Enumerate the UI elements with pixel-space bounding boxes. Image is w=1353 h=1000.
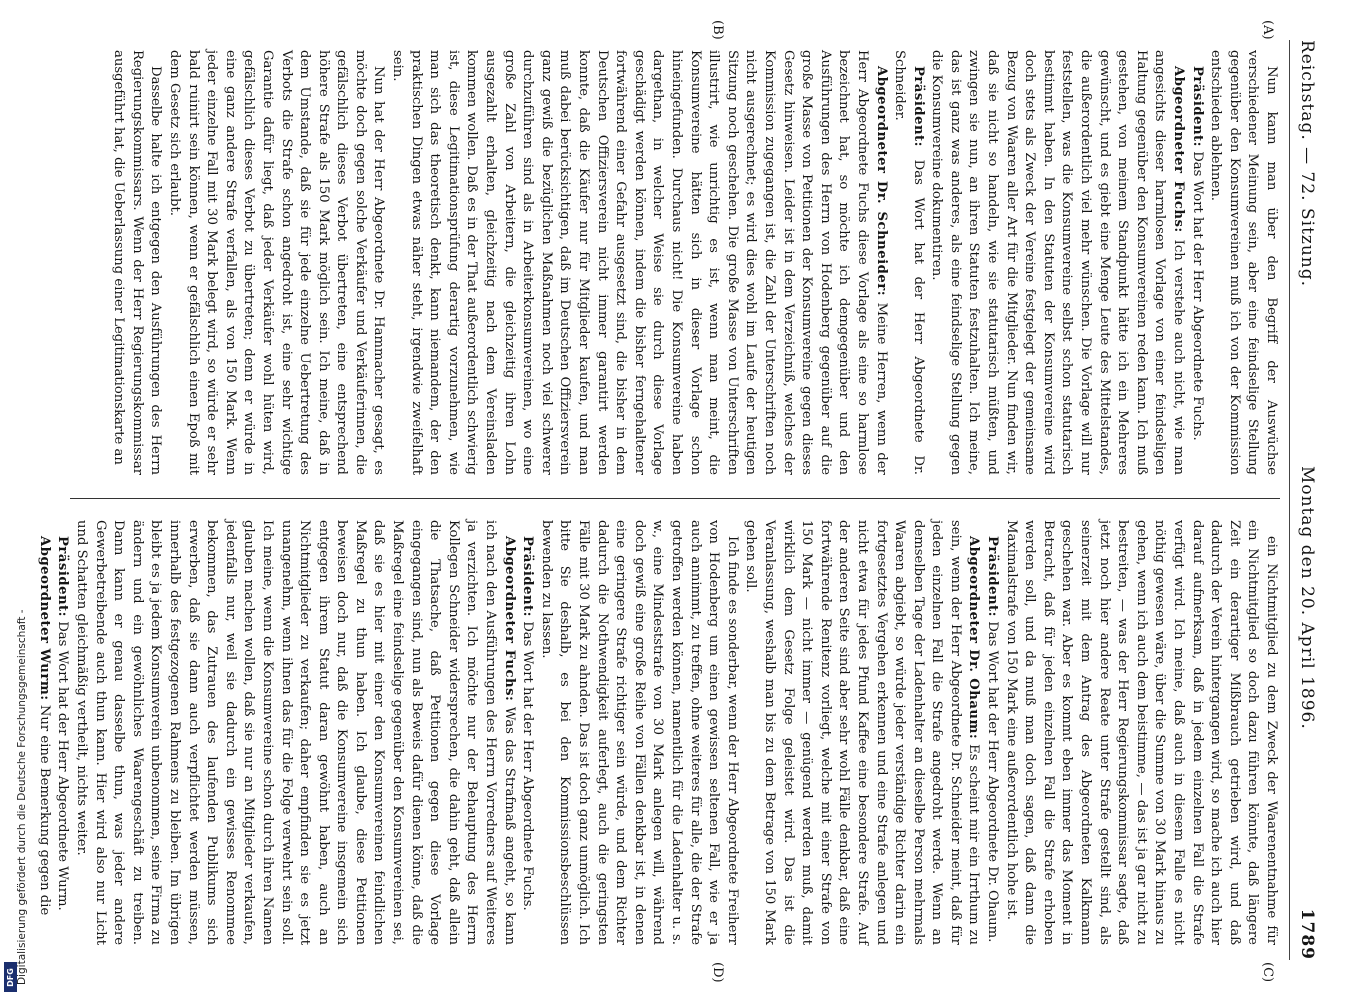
column-rule xyxy=(70,498,1280,499)
margin-mark-b: (B) xyxy=(710,20,725,40)
paragraph xyxy=(927,50,1187,475)
paragraph-text: Das Wort hat der Herr Abgeordnete Fuchs. xyxy=(1189,151,1205,441)
paragraph-text: Das Wort hat der Herr Abgeordnete Fuchs. xyxy=(520,621,536,911)
paragraph-text: Nur eine Bemerkung gegen die xyxy=(36,704,52,916)
margin-mark-c: (C) xyxy=(1260,962,1275,983)
paragraph xyxy=(71,520,517,945)
running-head xyxy=(1292,40,1322,960)
page-number: 1789 xyxy=(1297,908,1317,960)
paragraph xyxy=(983,520,1002,945)
speaker-label: Abgeordneter Fuchs: xyxy=(1171,66,1187,233)
footer-credit-text: Digitalisierung gefördert durch die Deutsche Forschungsgemeinschaft - xyxy=(16,609,28,985)
paragraph xyxy=(388,50,890,475)
paragraph xyxy=(34,520,53,945)
paragraph xyxy=(53,520,72,945)
margin-mark-d: (D) xyxy=(710,962,725,983)
paragraph-text: Dasselbe halte ich entgegen den Ausführungen des Herrn Regierungskommissars. Wenn der Herr Regierungskommissar ausgeführt hat, die Ueberlassung einer Legitimationskarte an xyxy=(111,50,164,475)
speaker-label: Präsident: xyxy=(985,536,1001,618)
speaker-label: Präsident: xyxy=(520,536,536,618)
dfg-logo: DFG xyxy=(4,962,17,992)
paragraph-text: Ich finde es sonderbar, wenn der Herr Abgeordnete Freiherr von Hodenberg um einen gewissen seltenen Fall, wie er ja auch annimmt, zu treffen, ohne weiteres für alle, die der Strafe getroffen werden können, namentlich für die Ladenhalter u. s. w., eine Mindeststrafe von 30 Mark anlegen will, während doch gewiß eine große Reihe von Fällen denkbar ist, in denen eine geringere Strafe richtiger sein würde, und dem Richter dadurch die Nothwendigkeit auferlegt, auch die geringsten Fälle mit 30 Mark zu ahnden. Das ist doch ganz unmöglich. Ich bitte Sie deshalb, es bei den Kommissionsbeschlüssen bewenden zu lassen. xyxy=(538,520,740,945)
paragraph xyxy=(164,50,387,475)
paragraph-text: Nun kann man über den Begriff der Auswüchse verschiedener Meinung sein, aber eine feindselige Stellung gegenüber den Konsumvereinen muß ich von der Kommission entschieden ablehnen. xyxy=(1208,50,1279,475)
speaker-label: Abgeordneter Fuchs: xyxy=(501,536,517,702)
speaker-label: Abgeordneter Dr. Ohaum: xyxy=(966,536,982,740)
paragraph-text: Nun hat der Herr Abgeordnete Dr. Hammacher gesagt, es möchte doch gegen solche Verkäufer und Verkäuferinnen, die gefälschlich dieses Verbot übertreten, eine entsprechend höhere Strafe als 150 Mark möglich sein. Ich meine, daß in dem Umstande, daß sie für jede einzelne Uebertretung des Verbots die Strafe schon angedroht ist, eine sehr wichtige Garantie dafür liegt, daß jeder Verkäufer wohl hüten wird, gefälschlich dieses Verbot zu übertreten; denn er würde in eine ganz andere Strafe verfallen, als von 150 Mark. Wenn jeder einzelne Fall mit 30 Mark belegt wird, so würde er sehr bald ruinirt sein können, wenn er gefälschlich einen Epoß mit dem Gesetz sich erlaubt. xyxy=(166,50,387,475)
speaker-label: Präsident: xyxy=(55,536,71,618)
paragraph xyxy=(536,520,741,945)
right-column xyxy=(36,520,1280,945)
paragraph xyxy=(890,50,927,475)
paragraph xyxy=(1187,50,1206,475)
paragraph-text: ein Nichtmitglied zu dem Zweck der Waarenentnahme für ein Nichtmitglied so doch dazu führen könnte, daß längere Zeit ein derartiger Mißbrauch getrieben wird, und daß dadurch der Verein hintergangen wird, so mache ich auch hier darauf aufmerksam, daß in jedem einzelnen Fall die Strafe verfügt wird. Ich meine, daß auch in diesem Falle es nicht nöthig gewesen wäre, über die Summe von 30 Mark hinaus zu gehen, wenn ich auch dem beistimme, — das ist ja gar nicht zu bestreiten, — was der Herr Regierungskommissar sagte, daß jetzt noch hier andere Reate unter Strafe gestellt sind, als seinerzeit mit dem Antrag des Abgeordneten Kalkmann geschehen war. Aber es kommt eben immer das Moment in Betracht, daß für jeden einzelnen Fall die Strafe erhoben werden soll, und da muß man doch sagen, daß dann die Maximalstrafe von 150 Mark eine außerordentlich hohe ist. xyxy=(1003,520,1279,945)
header-left: Reichstag. — 72. Sitzung. xyxy=(1297,40,1317,288)
paragraph xyxy=(741,520,983,945)
paragraph xyxy=(518,520,537,945)
paragraph xyxy=(1206,50,1280,475)
paragraph-text: Ich verstehe auch nicht, wie man angesichts dieser harmlosen Vorlage von einer feindseligen Haltung gegenüber den Konsumvereinen reden kann. Ich muß gestehen, von meinem Standpunkt hätte ich ein Mehreres gewünscht, und es giebt eine Menge Leute des Mittelstandes, die außerordentlich viel mehr wünschen. Die Vorlage will nur feststellen, was die Konsumvereine selbst schon statutarisch bestimmt haben. In den Statuten der Konsumvereine wird doch stets als Zweck der Vereine festgelegt der gemeinsame Bezug von Waaren aller Art für die Mitglieder. Nun finden wir, daß sie nicht so handeln, wie sie statutarisch müßten, und zwingen sie nun, an ihren Statuten festzuhalten. Ich meine, das ist ganz was anderes, als eine feindselige Stellung gegen die Konsumvereine dokumentiren. xyxy=(929,50,1187,475)
paragraph-text: Das Wort hat der Herr Abgeordnete Wurm. xyxy=(55,621,71,911)
paragraph xyxy=(109,50,165,475)
margin-mark-a: (A) xyxy=(1260,20,1275,40)
rotated-page-content xyxy=(36,0,1330,1000)
footer-credit xyxy=(2,0,28,1000)
header-rule xyxy=(1289,40,1290,960)
header-date: Montag den 20. April 1896. xyxy=(1297,465,1317,730)
speaker-label: Präsident: xyxy=(1189,66,1205,148)
paragraph-text: Das Wort hat der Herr Abgeordnete Dr. Schneider. xyxy=(892,50,926,475)
paragraph-text: Meine Herren, wenn der Herr Abgeordnete Fuchs diese Vorlage als eine so harmlose bezeichnet hat, so möchte ich demgegenüber und den Ausführungen des Herrn von Hodenberg gegenüber auf die große Masse von Petitionen der Konsumvereine gegen dieses Gesetz hinweisen. Leider ist in dem Verzeichniß, welches der Kommission zugegangen ist, die Zahl der Unterschriften noch nicht ausgerechnet; es wird dies wohl im Laufe der heutigen Sitzung noch geschehen. Die große Masse von Unterschriften illustrirt, wie unrichtig es ist, wenn man meint, die Konsumvereine hätten sich in dieser Vorlage schon hineingefunden. Durchaus nicht! Die Konsumvereine haben dargethan, in welcher Weise sie durch diese Vorlage geschädigt werden können, indem die bisher ferngehaltener fortwährend einer Gefahr ausgesetzt sind, die bisher in dem Deutschen Offiziersverein nicht immer garantirt werden konnte, daß die Käufer nur für Mitglieder kaufen, und man muß dabei berücksichtigen, daß im Deutschen Offiziersverein ganz gewiß die bezüglichen Maßnahmen noch viel schwerer durchzuführen sind als in Arbeiterkonsumvereinen, wo eine große Zahl von Arbeitern, die gleichzeitig ihren Lohn ausgezahlt erhalten, gleichzeitig nach dem Vereinsladen kommen wollen. Daß es in der That außerordentlich schwierig ist, diese Legitimationsprüfung derartig vorzunehmen, wie man sich das theoretisch denkt, kann niemandem, der den praktischen Dingen etwas näher steht, irgendwie zweifelhaft sein. xyxy=(390,50,889,475)
paragraph-text: Das Wort hat der Herr Abgeordnete Dr. Ohaum. xyxy=(985,621,1001,943)
paragraph xyxy=(1001,520,1280,945)
speaker-label: Präsident: xyxy=(910,66,926,148)
left-column xyxy=(70,50,1280,475)
paragraph-text: Was das Strafmaß angeht, so kann ich nach den Ausführungen des Herrn Vorredners auf Weiteres ja verzichten. Ich möchte nur der Behauptung des Herrn Kollegen Schneider widersprechen, die dahin geht, daß allein die Thatsache, daß Petitionen gegen diese Vorlage eingegangen sind, nun als Beweis dafür dienen könne, daß die Maßregel eine feindselige gegenüber den Konsumvereinen sei, daß sie es hier mit einer den Konsumvereinen feindlichen Maßregel zu thun haben. Ich glaube, diese Petitionen beweisen doch nur, daß die Konsumvereine insgemein sich entgegen ihrem Statut daran gewöhnt haben, auch an Nichtmitglieder zu verkaufen; daher empfinden sie es jetzt unangenehm, wenn ihnen das für die Folge verwehrt sein soll. Ich meine, wenn die Konsumvereine schon durch ihren Namen glauben machen wollen, daß sie nur an Mitglieder verkaufen, jedenfalls nur, weil sie dadurch ein gewisses Renommee bekommen, das Zutrauen des laufenden Publikums sich erwerben, daß sie dann auch verpflichtet werden müssen, innerhalb des festgezogenen Rahmens zu bleiben. Im übrigen bleibt es ja jedem Konsumverein unbenommen, seine Firma zu ändern und ein gewöhnliches Waarengeschäft zu treiben. Dann kann er genau dasselbe thun, was jeder andere Gewerbetreibende auch thun kann. Hier wird also nur Licht und Schatten gleichmäßig vertheilt, nichts weiter. xyxy=(74,520,517,945)
speaker-label: Abgeordneter Wurm: xyxy=(36,536,52,701)
speaker-label: Abgeordneter Dr. Schneider: xyxy=(873,66,889,297)
paragraph-text: Es scheint mir ein Irrthum zu sein, wenn der Herr Abgeordnete Dr. Schneider meint, daß für jeden einzelnen Fall die Strafe angedroht werde. Wenn an demselben Tage der Ladenhalter an dieselbe Person mehrmals Waaren abgiebt, so würde jeder verständige Richter darin ein fortgesetztes Vergehen erkennen und eine Strafe anlegen und nicht etwa für jedes Pfund Kaffee eine besondere Strafe. Auf der anderen Seite sind aber sehr wohl Fälle denkbar, daß eine fortwährende Renitenz vorliegt, welche mit einer Strafe von 150 Mark — nicht immer — genügend werden muß, damit wirklich dem Gesetz Folge geleistet wird. Das ist die Veranlassung, weshalb man bis zu dem Betrage von 150 Mark gehen soll. xyxy=(743,520,982,945)
